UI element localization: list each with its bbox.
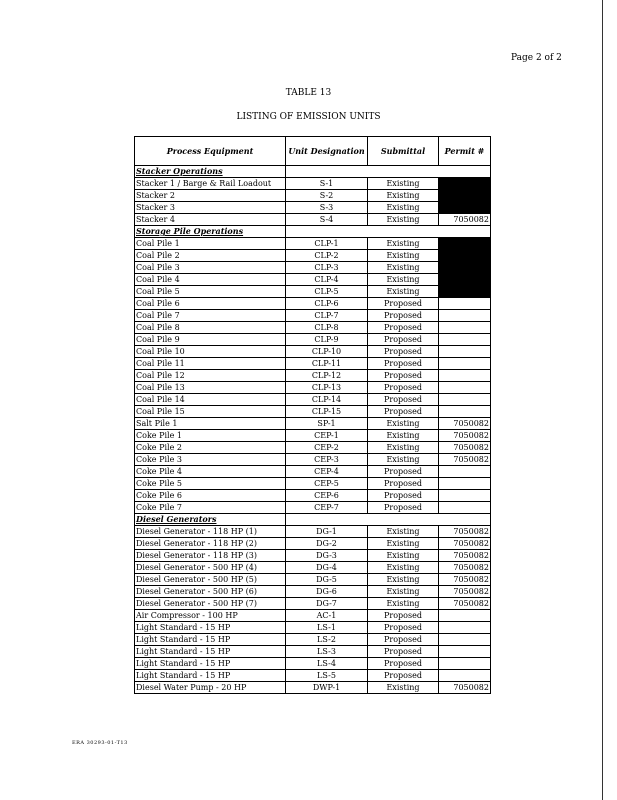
page-number: Page 2 of 2 <box>511 53 562 63</box>
cell-unit: DG-7 <box>286 598 368 610</box>
cell-permit: 7050082 <box>439 454 491 466</box>
cell-permit: 7050082 <box>439 418 491 430</box>
cell-permit <box>439 466 491 478</box>
cell-equipment: Light Standard - 15 HP <box>135 670 286 682</box>
cell-submittal: Existing <box>368 682 439 694</box>
cell-permit: 7050082 <box>439 526 491 538</box>
cell-equipment: Coal Pile 2 <box>135 250 286 262</box>
table-row <box>135 670 491 682</box>
cell-equipment: Light Standard - 15 HP <box>135 634 286 646</box>
cell-unit: SP-1 <box>286 418 368 430</box>
cell-permit <box>439 334 491 346</box>
cell-equipment: Coal Pile 3 <box>135 262 286 274</box>
cell-unit: LS-5 <box>286 670 368 682</box>
cell-equipment: Diesel Generator - 118 HP (1) <box>135 526 286 538</box>
table-row <box>135 526 491 538</box>
cell-submittal: Proposed <box>368 490 439 502</box>
table-row <box>135 430 491 442</box>
cell-unit: CLP-14 <box>286 394 368 406</box>
cell-unit: CLP-7 <box>286 310 368 322</box>
section-spacer <box>286 514 491 526</box>
table-row <box>135 190 491 202</box>
cell-unit: S-2 <box>286 190 368 202</box>
table-row <box>135 346 491 358</box>
cell-equipment: Light Standard - 15 HP <box>135 646 286 658</box>
cell-submittal: Proposed <box>368 658 439 670</box>
cell-permit: 7050082 <box>439 574 491 586</box>
cell-permit <box>439 406 491 418</box>
cell-equipment: Coal Pile 5 <box>135 286 286 298</box>
cell-permit <box>439 322 491 334</box>
cell-permit: 7050082 <box>439 214 491 226</box>
cell-submittal: Existing <box>368 586 439 598</box>
cell-submittal: Existing <box>368 430 439 442</box>
cell-unit: CLP-6 <box>286 298 368 310</box>
table-row <box>135 238 491 250</box>
cell-unit: CEP-2 <box>286 442 368 454</box>
cell-permit: 7050082 <box>439 586 491 598</box>
cell-submittal: Existing <box>368 562 439 574</box>
table-row <box>135 586 491 598</box>
cell-submittal: Proposed <box>368 502 439 514</box>
cell-unit: CEP-7 <box>286 502 368 514</box>
cell-permit <box>439 394 491 406</box>
cell-unit: DWP-1 <box>286 682 368 694</box>
section-row <box>135 226 491 238</box>
cell-equipment: Stacker 4 <box>135 214 286 226</box>
cell-equipment: Stacker 1 / Barge & Rail Loadout <box>135 178 286 190</box>
cell-equipment: Coke Pile 4 <box>135 466 286 478</box>
cell-permit <box>439 262 491 274</box>
table-subtitle: LISTING OF EMISSION UNITS <box>236 112 381 122</box>
cell-permit <box>439 502 491 514</box>
cell-submittal: Proposed <box>368 358 439 370</box>
cell-submittal: Proposed <box>368 334 439 346</box>
cell-submittal: Proposed <box>368 634 439 646</box>
cell-permit <box>439 478 491 490</box>
page-edge-line <box>602 0 603 800</box>
cell-equipment: Diesel Generator - 500 HP (7) <box>135 598 286 610</box>
table-body <box>135 166 491 694</box>
table-row <box>135 250 491 262</box>
cell-equipment: Coal Pile 8 <box>135 322 286 334</box>
cell-permit <box>439 202 491 214</box>
cell-unit: DG-5 <box>286 574 368 586</box>
cell-unit: DG-1 <box>286 526 368 538</box>
cell-permit: 7050082 <box>439 562 491 574</box>
table-row <box>135 598 491 610</box>
cell-unit: CLP-8 <box>286 322 368 334</box>
cell-permit <box>439 190 491 202</box>
cell-submittal: Proposed <box>368 346 439 358</box>
table-row <box>135 382 491 394</box>
section-spacer <box>286 226 491 238</box>
cell-equipment: Coal Pile 15 <box>135 406 286 418</box>
cell-equipment: Coal Pile 11 <box>135 358 286 370</box>
cell-equipment: Light Standard - 15 HP <box>135 658 286 670</box>
table-row <box>135 538 491 550</box>
cell-permit <box>439 382 491 394</box>
cell-submittal: Existing <box>368 442 439 454</box>
cell-unit: CLP-11 <box>286 358 368 370</box>
cell-permit <box>439 658 491 670</box>
cell-equipment: Coal Pile 14 <box>135 394 286 406</box>
cell-submittal: Proposed <box>368 622 439 634</box>
cell-unit: S-4 <box>286 214 368 226</box>
cell-submittal: Existing <box>368 262 439 274</box>
cell-equipment: Coal Pile 7 <box>135 310 286 322</box>
cell-submittal: Proposed <box>368 610 439 622</box>
cell-unit: CLP-9 <box>286 334 368 346</box>
cell-submittal: Proposed <box>368 382 439 394</box>
cell-permit <box>439 310 491 322</box>
cell-submittal: Proposed <box>368 466 439 478</box>
table-row <box>135 298 491 310</box>
header-submittal: Submittal <box>368 137 439 166</box>
cell-submittal: Proposed <box>368 406 439 418</box>
cell-permit <box>439 646 491 658</box>
header-process-equipment: Process Equipment <box>135 137 286 166</box>
cell-unit: CLP-2 <box>286 250 368 262</box>
section-row <box>135 514 491 526</box>
cell-unit: CEP-4 <box>286 466 368 478</box>
cell-submittal: Proposed <box>368 310 439 322</box>
table-row <box>135 394 491 406</box>
table-row <box>135 370 491 382</box>
cell-submittal: Existing <box>368 178 439 190</box>
table-row <box>135 682 491 694</box>
cell-equipment: Light Standard - 15 HP <box>135 622 286 634</box>
table-row <box>135 478 491 490</box>
table-title: TABLE 13 <box>285 88 332 98</box>
cell-equipment: Coal Pile 6 <box>135 298 286 310</box>
cell-submittal: Proposed <box>368 478 439 490</box>
table-row <box>135 454 491 466</box>
cell-submittal: Existing <box>368 574 439 586</box>
header-permit: Permit # <box>439 137 491 166</box>
cell-unit: LS-4 <box>286 658 368 670</box>
cell-unit: CLP-5 <box>286 286 368 298</box>
cell-submittal: Existing <box>368 454 439 466</box>
table-row <box>135 334 491 346</box>
cell-permit <box>439 178 491 190</box>
cell-permit <box>439 670 491 682</box>
cell-permit <box>439 490 491 502</box>
section-spacer <box>286 166 491 178</box>
cell-unit: DG-3 <box>286 550 368 562</box>
cell-equipment: Coal Pile 13 <box>135 382 286 394</box>
cell-permit <box>439 622 491 634</box>
table-row <box>135 610 491 622</box>
cell-permit <box>439 286 491 298</box>
cell-equipment: Air Compressor - 100 HP <box>135 610 286 622</box>
cell-submittal: Existing <box>368 418 439 430</box>
cell-submittal: Proposed <box>368 298 439 310</box>
table-row <box>135 562 491 574</box>
table-row <box>135 466 491 478</box>
cell-permit <box>439 634 491 646</box>
cell-equipment: Stacker 2 <box>135 190 286 202</box>
cell-submittal: Existing <box>368 238 439 250</box>
cell-submittal: Existing <box>368 538 439 550</box>
table-row <box>135 406 491 418</box>
header-unit-designation: Unit Designation <box>286 137 368 166</box>
table-row <box>135 658 491 670</box>
cell-equipment: Coal Pile 1 <box>135 238 286 250</box>
cell-equipment: Stacker 3 <box>135 202 286 214</box>
cell-unit: AC-1 <box>286 610 368 622</box>
table-row <box>135 322 491 334</box>
table-row <box>135 202 491 214</box>
table-row <box>135 622 491 634</box>
cell-equipment: Diesel Generator - 118 HP (2) <box>135 538 286 550</box>
cell-equipment: Coke Pile 2 <box>135 442 286 454</box>
cell-equipment: Coke Pile 3 <box>135 454 286 466</box>
cell-submittal: Proposed <box>368 370 439 382</box>
cell-unit: LS-1 <box>286 622 368 634</box>
cell-unit: CEP-5 <box>286 478 368 490</box>
table-row <box>135 286 491 298</box>
table-row <box>135 490 491 502</box>
cell-permit: 7050082 <box>439 682 491 694</box>
cell-equipment: Coke Pile 5 <box>135 478 286 490</box>
cell-permit <box>439 298 491 310</box>
cell-equipment: Diesel Generator - 500 HP (4) <box>135 562 286 574</box>
cell-submittal: Existing <box>368 202 439 214</box>
cell-submittal: Proposed <box>368 646 439 658</box>
table-header-row <box>135 137 491 166</box>
cell-submittal: Existing <box>368 550 439 562</box>
table-row <box>135 178 491 190</box>
table-row <box>135 634 491 646</box>
cell-submittal: Existing <box>368 190 439 202</box>
table-row <box>135 310 491 322</box>
cell-submittal: Existing <box>368 526 439 538</box>
cell-unit: CEP-6 <box>286 490 368 502</box>
cell-unit: S-3 <box>286 202 368 214</box>
cell-unit: DG-6 <box>286 586 368 598</box>
cell-equipment: Coal Pile 12 <box>135 370 286 382</box>
cell-equipment: Diesel Generator - 500 HP (5) <box>135 574 286 586</box>
cell-equipment: Coke Pile 1 <box>135 430 286 442</box>
cell-equipment: Diesel Water Pump - 20 HP <box>135 682 286 694</box>
cell-unit: CLP-13 <box>286 382 368 394</box>
cell-unit: S-1 <box>286 178 368 190</box>
section-label: Stacker Operations <box>135 166 286 178</box>
cell-equipment: Diesel Generator - 500 HP (6) <box>135 586 286 598</box>
table-row <box>135 646 491 658</box>
cell-unit: DG-2 <box>286 538 368 550</box>
section-label: Storage Pile Operations <box>135 226 286 238</box>
cell-unit: LS-3 <box>286 646 368 658</box>
cell-permit <box>439 610 491 622</box>
cell-permit <box>439 358 491 370</box>
cell-equipment: Coal Pile 4 <box>135 274 286 286</box>
cell-permit <box>439 238 491 250</box>
cell-equipment: Salt Pile 1 <box>135 418 286 430</box>
table-row <box>135 442 491 454</box>
cell-permit: 7050082 <box>439 598 491 610</box>
cell-permit: 7050082 <box>439 550 491 562</box>
emission-units-table <box>134 136 491 694</box>
table-row <box>135 358 491 370</box>
cell-equipment: Coke Pile 7 <box>135 502 286 514</box>
cell-submittal: Proposed <box>368 394 439 406</box>
cell-submittal: Existing <box>368 214 439 226</box>
table-row <box>135 274 491 286</box>
cell-permit <box>439 346 491 358</box>
cell-submittal: Existing <box>368 274 439 286</box>
cell-unit: CLP-3 <box>286 262 368 274</box>
cell-unit: CLP-15 <box>286 406 368 418</box>
table-row <box>135 550 491 562</box>
cell-permit: 7050082 <box>439 442 491 454</box>
footer-code: ERA 30293-01-T13 <box>72 740 128 746</box>
cell-unit: LS-2 <box>286 634 368 646</box>
cell-unit: CEP-3 <box>286 454 368 466</box>
cell-submittal: Existing <box>368 286 439 298</box>
table-row <box>135 214 491 226</box>
cell-permit: 7050082 <box>439 430 491 442</box>
cell-submittal: Proposed <box>368 322 439 334</box>
cell-unit: CLP-12 <box>286 370 368 382</box>
cell-unit: DG-4 <box>286 562 368 574</box>
table-row <box>135 502 491 514</box>
cell-unit: CEP-1 <box>286 430 368 442</box>
cell-submittal: Existing <box>368 250 439 262</box>
table-row <box>135 574 491 586</box>
table-row <box>135 262 491 274</box>
table-row <box>135 418 491 430</box>
cell-equipment: Coke Pile 6 <box>135 490 286 502</box>
cell-submittal: Existing <box>368 598 439 610</box>
cell-unit: CLP-1 <box>286 238 368 250</box>
cell-permit <box>439 370 491 382</box>
cell-permit <box>439 250 491 262</box>
cell-unit: CLP-4 <box>286 274 368 286</box>
cell-permit <box>439 274 491 286</box>
cell-equipment: Diesel Generator - 118 HP (3) <box>135 550 286 562</box>
cell-equipment: Coal Pile 9 <box>135 334 286 346</box>
cell-unit: CLP-10 <box>286 346 368 358</box>
cell-submittal: Proposed <box>368 670 439 682</box>
section-row <box>135 166 491 178</box>
section-label: Diesel Generators <box>135 514 286 526</box>
cell-equipment: Coal Pile 10 <box>135 346 286 358</box>
cell-permit: 7050082 <box>439 538 491 550</box>
